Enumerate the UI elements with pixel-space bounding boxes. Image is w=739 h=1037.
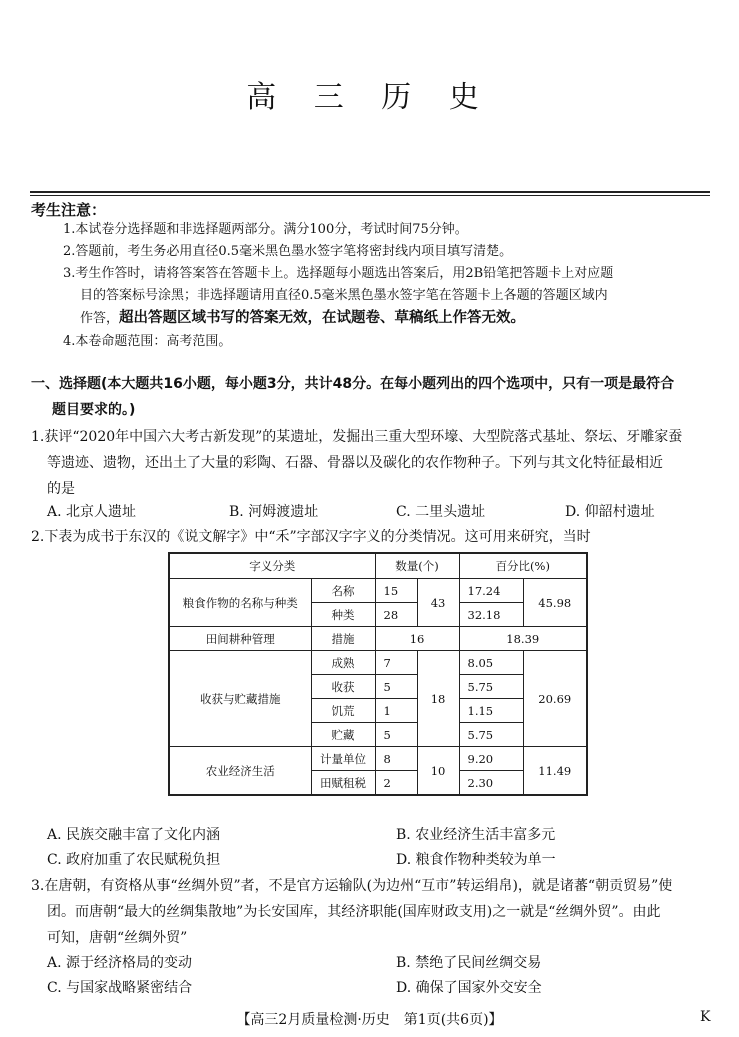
- option-d: D. 粮食作物种类较为单一: [396, 852, 556, 868]
- option-b: B. 河姆渡遗址: [229, 504, 319, 520]
- option-c: C. 政府加重了农民赋税负担: [47, 852, 221, 868]
- notice-emphasis: 超出答题区域书写的答案无效，在试题卷、草稿纸上作答无效。: [119, 310, 526, 326]
- question-stem: 1.获评“2020年中国六大考古新发现”的某遗址，发掘出三重大型环壕、大型院落式基址、祭坛、牙雕家蚕: [31, 429, 683, 445]
- notice-heading: 考生注意：: [31, 201, 107, 219]
- option-b: B. 禁绝了民间丝绸交易: [396, 955, 542, 971]
- table-cell: 17.24: [459, 579, 523, 603]
- table-cell: 8: [375, 747, 417, 771]
- option-c: C. 二里头遗址: [396, 504, 486, 520]
- table-cell: 28: [375, 603, 417, 627]
- notice-item: 目的答案标号涂黑；非选择题请用直径0.5毫米黑色墨水签字笔在答题卡上各题的答题区域内: [80, 288, 608, 303]
- question-stem: 等遗迹、遗物，还出土了大量的彩陶、石器、骨器以及碳化的农作物种子。下列与其文化特征最相近: [47, 455, 663, 471]
- notice-item: 3.考生作答时，请将答案答在答题卡上。选择题每小题选出答案后，用2B铅笔把答题卡上对应题: [63, 266, 614, 281]
- section-heading: 一、选择题(本大题共16小题，每小题3分，共计48分。在每小题列出的四个选项中，只有一项是最符合: [31, 376, 675, 392]
- option-b: B. 农业经济生活丰富多元: [396, 827, 556, 843]
- question-stem: 可知，唐朝“丝绸外贸”: [47, 930, 188, 946]
- notice-item: [80, 307, 525, 330]
- table-subcategory: 成熟: [311, 651, 375, 675]
- notice-item: 4.本卷命题范围：高考范围。: [63, 334, 232, 349]
- table-cell: 1.15: [459, 699, 523, 723]
- table-cell: 5: [375, 675, 417, 699]
- option-a: A. 北京人遗址: [47, 504, 137, 520]
- option-d: D. 确保了国家外交安全: [396, 980, 542, 996]
- question-stem: 3.在唐朝，有资格从事“丝绸外贸”者，不是官方运输队(为边州“互市”转运绢帛)，就是诸蕃“朝贡贸易”使: [31, 878, 673, 894]
- table-subcategory: 名称: [311, 579, 375, 603]
- table-cell: 15: [375, 579, 417, 603]
- table-subcategory: 措施: [311, 627, 375, 651]
- option-d: D. 仰韶村遗址: [565, 504, 655, 520]
- table-cell: 8.05: [459, 651, 523, 675]
- table-cell: 43: [417, 579, 459, 627]
- table-subcategory: 饥荒: [311, 699, 375, 723]
- page-title: 高 三 历 史: [246, 80, 493, 115]
- data-table: [168, 552, 588, 796]
- table-cell: 18.39: [459, 627, 587, 651]
- table-subcategory: 计量单位: [311, 747, 375, 771]
- table-subcategory: 种类: [311, 603, 375, 627]
- table-subcategory: 田赋租税: [311, 771, 375, 796]
- table-cell: 7: [375, 651, 417, 675]
- notice-item: 2.答题前，考生务必用直径0.5毫米黑色墨水签字笔将密封线内项目填写清楚。: [63, 244, 513, 259]
- option-a: A. 民族交融丰富了文化内涵: [47, 827, 221, 843]
- footer-code: K: [700, 1009, 711, 1025]
- table-category: 粮食作物的名称与种类: [169, 579, 311, 627]
- question-stem: 的是: [47, 481, 75, 497]
- table-cell: 5: [375, 723, 417, 747]
- section-heading-cont: 题目要求的。): [52, 402, 136, 418]
- table-cell: 2.30: [459, 771, 523, 796]
- header-rule: [30, 191, 710, 193]
- option-a: A. 源于经济格局的变动: [47, 955, 193, 971]
- table-cell: 18: [417, 651, 459, 747]
- question-stem: 团。而唐朝“最大的丝绸集散地”为长安国库，其经济职能(国库财政支用)之一就是“丝绸外贸”。由此: [47, 904, 661, 920]
- table-cell: 32.18: [459, 603, 523, 627]
- table-cell: 16: [375, 627, 459, 651]
- table-subcategory: 贮藏: [311, 723, 375, 747]
- table-category: 田间耕种管理: [169, 627, 311, 651]
- table-header: 百分比(%): [459, 553, 587, 579]
- question-stem: 2.下表为成书于东汉的《说文解字》中“禾”字部汉字字义的分类情况。这可用来研究，当时: [31, 529, 591, 545]
- table-header: 字义分类: [169, 553, 375, 579]
- table-category: 收获与贮藏措施: [169, 651, 311, 747]
- table-header: 数量(个): [375, 553, 459, 579]
- table-cell: 2: [375, 771, 417, 796]
- table-cell: 1: [375, 699, 417, 723]
- table-cell: 5.75: [459, 675, 523, 699]
- notice-item: 1.本试卷分选择题和非选择题两部分。满分100分，考试时间75分钟。: [63, 222, 468, 237]
- table-cell: 11.49: [523, 747, 587, 796]
- option-c: C. 与国家战略紧密结合: [47, 980, 193, 996]
- table-cell: 20.69: [523, 651, 587, 747]
- table-cell: 45.98: [523, 579, 587, 627]
- table-category: 农业经济生活: [169, 747, 311, 796]
- table-cell: 5.75: [459, 723, 523, 747]
- notice-item-text: 作答，: [80, 311, 120, 326]
- table-subcategory: 收获: [311, 675, 375, 699]
- header-rule-thin: [30, 195, 710, 196]
- table-cell: 10: [417, 747, 459, 796]
- table-cell: 9.20: [459, 747, 523, 771]
- page-footer: 【高三2月质量检测·历史 第1页(共6页)】: [236, 1012, 503, 1028]
